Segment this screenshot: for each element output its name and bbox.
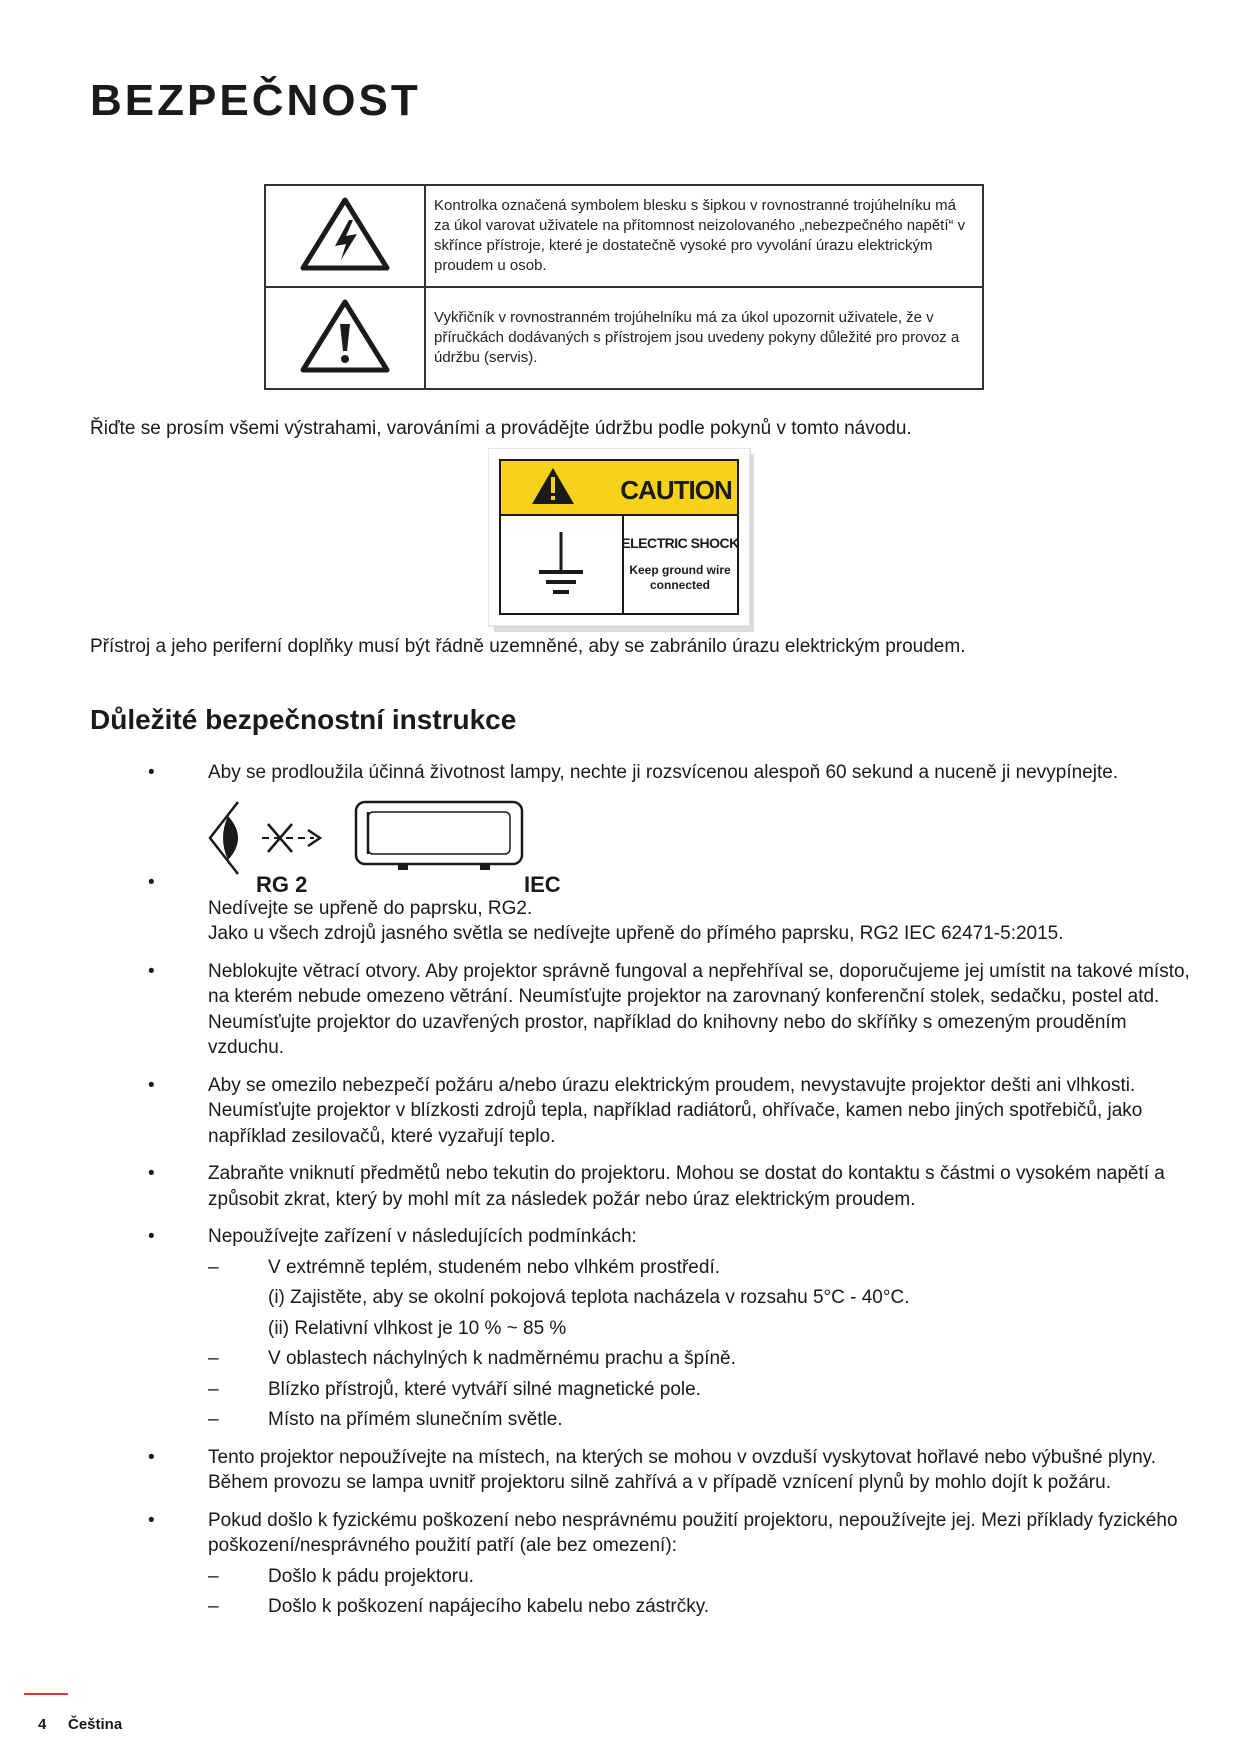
item-text-damage: Pokud došlo k fyzickému poškození nebo nesprávnému použití projektoru, nepoužívejte jej. Mezi příklady fyzického poškození/nesprávného použití patří (ale bez omezení): — [208, 1509, 1178, 1556]
page-title: BEZPEČNOST — [90, 76, 421, 125]
warning-text-exclamation: Vykřičník v rovnostranném trojúhelníku má za úkol upozornit uživatele, že v příručkách dodávaných s přístrojem jsou uvedeny pokyny důležité pro provoz a údržbu (servis). — [425, 287, 983, 389]
list-item-liquids — [90, 1161, 1190, 1212]
intro-text: Řiďte se prosím všemi výstrahami, varováními a provádějte údržbu podle pokynů v tomto návodu. — [90, 418, 912, 439]
list-item-rain — [90, 1073, 1190, 1150]
list-item-vents — [90, 959, 1190, 1061]
dash: – — [208, 1378, 219, 1400]
bullet: • — [148, 762, 155, 783]
item-text-conditions: Nepoužívejte zařízení v následujících podmínkách: — [208, 1226, 637, 1247]
dash: – — [208, 1409, 219, 1430]
footer-accent-rule — [24, 1693, 68, 1695]
exclamation-triangle-icon — [297, 296, 393, 376]
rg2-label: RG 2 — [256, 871, 308, 896]
warning-symbols-table — [264, 184, 984, 390]
sub-item-cable-damage: – Došlo k poškození napájecího kabelu nebo zástrčky. — [208, 1594, 1190, 1620]
sub-item-dropped: – Došlo k pádu projektoru. — [208, 1564, 1190, 1590]
caution-line-electric-shock: ELECTRIC SHOCK — [621, 535, 739, 551]
item-text-gases: Tento projektor nepoužívejte na místech, na kterých se mohou v ovzduší vyskytovat hořlavé nebo výbušné plyny. Během provozu se lampa uvnitř projektoru silně zahřívá a v případě vznícení plynů by mohlo dojít k požáru. — [208, 1446, 1157, 1493]
lightning-triangle-icon — [297, 194, 393, 274]
sub-item-dust: – V oblastech náchylných k nadměrnému prachu a špíně. — [208, 1346, 1190, 1372]
iec-label: IEC — [524, 871, 561, 896]
bullet: • — [148, 1163, 155, 1184]
item-text-rg2-line1: Nedívejte se upřeně do paprsku, RG2. — [208, 897, 533, 919]
list-item-lamp — [90, 760, 1190, 786]
caution-line-keep-ground: Keep ground wire — [629, 563, 731, 577]
sub-item-magnetic: – Blízko přístrojů, které vytváří silné magnetické pole. — [208, 1377, 1190, 1403]
item-text-rg2-line2: Jako u všech zdrojů jasného světla se nedívejte upřeně do přímého paprsku, RG2 IEC 62471-5:2015. — [208, 923, 1064, 944]
dash: – — [208, 1256, 219, 1278]
eye-icon — [210, 802, 238, 874]
warning-row-exclamation — [265, 287, 983, 389]
projector-outline-icon — [356, 802, 522, 870]
warning-text-lightning: Kontrolka označená symbolem blesku s šipkou v rovnostranné trojúhelníku má za úkol varovat uživatele na přítomnost neizolovaného „nebezpečného napětí“ v skřínce přístroje, které je dostatečně vysoké pro vyvolání úrazu elektrickým proudem u osob. — [425, 185, 983, 287]
section-heading: Důležité bezpečnostní instrukce — [90, 704, 517, 735]
grounding-note: Přístroj a jeho periferní doplňky musí být řádně uzemněné, aby se zabránilo úrazu elektrickým proudem. — [90, 636, 966, 657]
bullet: • — [148, 1074, 155, 1096]
dash: – — [208, 1348, 219, 1369]
caution-line-connected: connected — [649, 578, 711, 592]
item-text-lamp: Aby se prodloužila účinná životnost lampy, nechte ji rozsvícenou alespoň 60 sekund a nuceně ji nevypínejte. — [208, 762, 1119, 783]
bullet: • — [148, 1509, 155, 1531]
sub-note-humidity: (ii) Relativní vlhkost je 10 % ~ 85 % — [268, 1317, 567, 1339]
warning-row-lightning — [265, 185, 983, 287]
list-item-gases — [90, 1445, 1190, 1496]
dash: – — [208, 1596, 219, 1617]
dash: – — [208, 1565, 219, 1587]
no-look-arrow-icon — [262, 824, 320, 852]
bullet: • — [148, 960, 155, 982]
list-item-rg2 — [90, 798, 1190, 947]
safety-instructions-list — [90, 760, 1190, 1632]
sub-item-sunlight: – Místo na přímém slunečním světle. — [208, 1407, 1190, 1433]
caution-electric-shock-label — [488, 448, 758, 634]
rg2-eye-warning-figure — [208, 798, 588, 896]
sub-note-temperature-range: (i) Zajistěte, aby se okolní pokojová teplota nacházela v rozsahu 5°C - 40°C. — [268, 1287, 910, 1308]
bullet: • — [148, 1226, 155, 1247]
sub-item-temperature: – V extrémně teplém, studeném nebo vlhkém prostředí. — [208, 1255, 1190, 1281]
caution-heading: CAUTION — [620, 475, 732, 505]
page-number: 4 — [38, 1716, 47, 1733]
list-item-damage — [90, 1508, 1190, 1620]
footer-language: Čeština — [68, 1716, 123, 1733]
list-item-conditions — [90, 1224, 1190, 1433]
item-text-liquids: Zabraňte vniknutí předmětů nebo tekutin do projektoru. Mohou se dostat do kontaktu s částmi o vysokém napětí a způsobit zkrat, který by mohl mít za následek požár nebo úraz elektrickým proudem. — [208, 1163, 1165, 1210]
item-text-rain: Aby se omezilo nebezpečí požáru a/nebo úrazu elektrickým proudem, nevystavujte projektor dešti ani vlhkosti. Neumísťujte projektor v blízkosti zdrojů tepla, například radiátorů, ohřívače, kamen nebo jiných spotřebičů, jako například zesilovačů, které vyzařují teplo. — [208, 1074, 1143, 1147]
item-text-vents: Neblokujte větrací otvory. Aby projektor správně fungoval a nepřehříval se, doporučujeme jej umístit na takové místo, na kterém nebude omezeno větrání. Neumísťujte projektor na zarovnaný konferenční stolek, sedačku, postel atd. Neumísťujte projektor do uzavřených prostor, například do knihovny nebo do skříňky s omezeným prouděním vzduchu. — [208, 960, 1190, 1058]
bullet: • — [148, 871, 155, 893]
bullet: • — [148, 1446, 155, 1468]
